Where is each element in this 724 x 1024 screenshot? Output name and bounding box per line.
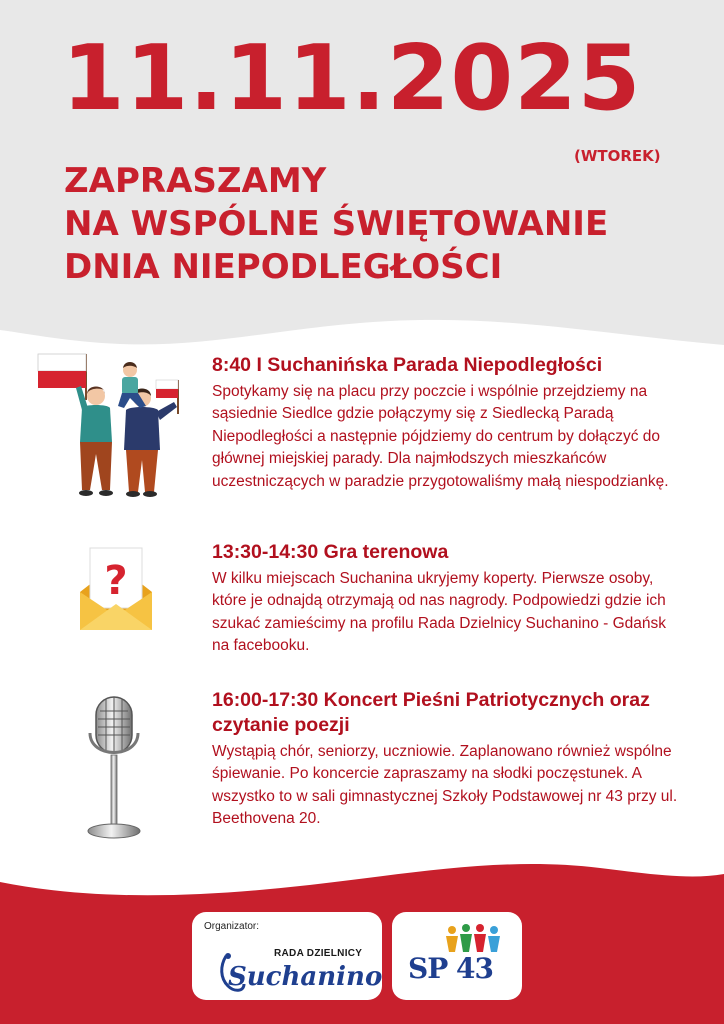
organizer-label: Organizator: [204, 921, 260, 932]
event-concert [212, 688, 682, 831]
event-concert-description: Wystąpią chór, seniorzy, uczniowie. Zaplanowano również wspólne śpiewanie. Po koncercie zapraszamy na słodki poczęstunek. A wszystko to w sali gimnastycznej Szkoły Podstawowej nr 43 przy ul. Beethovena 20. [212, 743, 678, 828]
organizer-logo-card [192, 912, 382, 1000]
headline [64, 160, 608, 289]
envelope-question-icon [76, 542, 156, 634]
rada-dzielnicy-label: RADA DZIELNICY [274, 948, 363, 959]
headline-line-2: NA WSPÓLNE ŚWIĘTOWANIE [64, 204, 609, 244]
microphone-icon [82, 693, 146, 841]
headline-line-3: DNIA NIEPODLEGŁOŚCI [64, 247, 503, 287]
children-figures-icon [442, 922, 506, 956]
suchanino-logo-text: Suchanino [228, 962, 383, 992]
event-field-game-title: 13:30-14:30 Gra terenowa [212, 541, 449, 563]
event-field-game [212, 540, 682, 658]
event-parade [212, 353, 682, 493]
event-field-game-description: W kilku miejscach Suchanina ukryjemy koperty. Pierwsze osoby, które je odnajdą otrzymają od nas nagrody. Podpowiedzi gdzie ich szukać zamieścimy na profilu Rada Dzielnicy Suchanino - Gdańsk na facebooku. [212, 570, 667, 655]
event-concert-title: 16:00-17:30 Koncert Pieśni Patriotycznych oraz czytanie poezji [212, 689, 650, 736]
sp43-logo-text: SP 43 [408, 952, 493, 985]
school-logo-card [392, 912, 522, 1000]
event-date: 11.11.2025 [62, 26, 642, 131]
parade-people-icon [32, 348, 192, 498]
svg-text:?: ? [104, 558, 128, 604]
event-parade-title: 8:40 I Suchanińska Parada Niepodległości [212, 354, 603, 376]
headline-line-1: ZAPRASZAMY [64, 161, 327, 201]
event-parade-description: Spotykamy się na placu przy poczcie i wspólnie przejdziemy na sąsiednie Siedlce gdzie połączymy się z Siedlecką Paradą Niepodległości a następnie pójdziemy do centrum by dołączyć do głównej miejskiej parady. Dla najmłodszych mieszkańców uczestniczących w paradzie przygotowaliśmy małą niespodziankę. [212, 383, 669, 490]
event-weekday: (WTOREK) [574, 147, 661, 165]
